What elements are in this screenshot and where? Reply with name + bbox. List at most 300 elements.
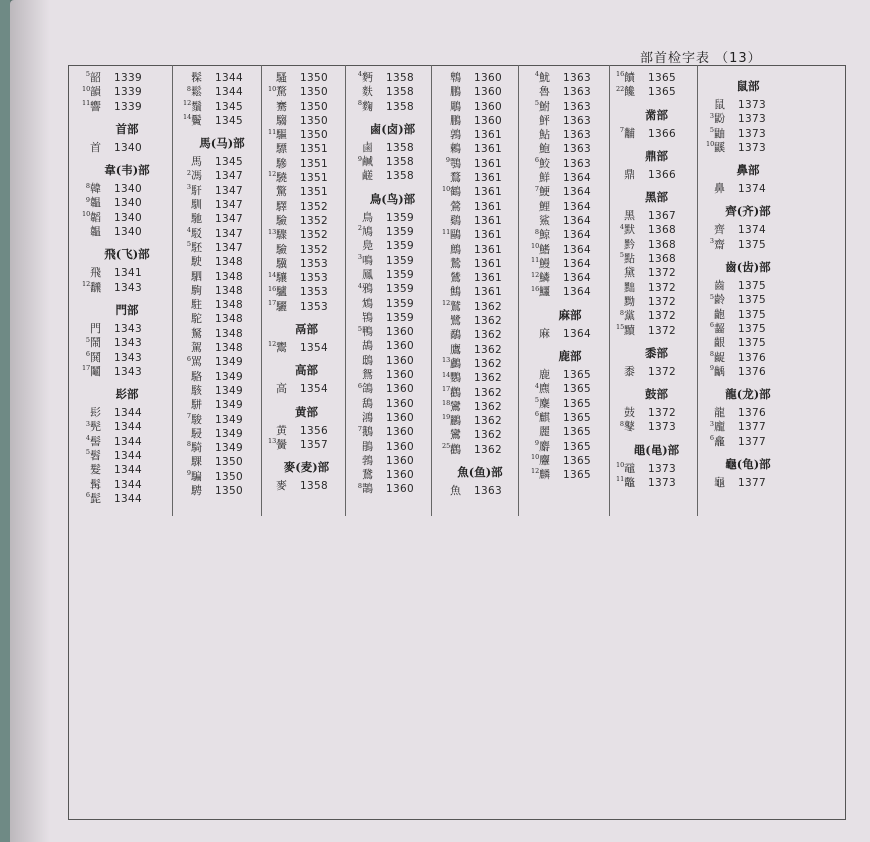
radical-section-heading: 鬲部 — [295, 322, 318, 337]
entry-character: 齡 — [714, 293, 725, 307]
entry-character: 韞 — [90, 225, 101, 239]
index-entry — [706, 182, 790, 196]
index-entry: 9鹹 1358 — [357, 154, 414, 169]
entry-page-number: 1364 — [563, 172, 591, 185]
entry-character: 麞 — [539, 453, 550, 467]
entry-character: 鵬 — [450, 113, 461, 127]
radical-section-heading: 馬(马)部 — [199, 136, 245, 151]
index-entry — [616, 266, 697, 280]
entry-page-number: 1365 — [563, 383, 591, 396]
index-column-3 — [262, 65, 346, 516]
entry-character: 駕 — [191, 341, 202, 355]
index-entry: 14鸚 1362 — [442, 370, 502, 385]
entry-character: 鬆 — [191, 85, 202, 99]
entry-page-number: 1372 — [648, 324, 676, 337]
radical-section-heading: 髟部 — [115, 387, 139, 402]
entry-character: 髫 — [90, 449, 101, 463]
entry-character: 鵓 — [362, 453, 373, 467]
entry-page-number: 1361 — [474, 157, 502, 170]
entry-page-number: 1347 — [215, 241, 243, 254]
radical-section-heading: 門部 — [115, 302, 139, 317]
entry-page-number: 1373 — [738, 141, 766, 154]
entry-character: 騁 — [191, 484, 202, 498]
entry-character: 馮 — [191, 169, 202, 183]
entry-character: 驟 — [276, 228, 287, 242]
entry-page-number: 1351 — [300, 186, 328, 199]
page-gutter-shadow — [10, 0, 50, 842]
index-entry: 9騙 1350 — [186, 469, 243, 483]
index-entry: 9韞 1340 — [85, 195, 142, 210]
entry-character: 齒 — [714, 279, 725, 293]
page-header: 部首检字表 （13） — [640, 51, 762, 66]
entry-page-number: 1361 — [474, 243, 502, 256]
entry-page-number: 1365 — [563, 411, 591, 424]
entry-page-number: 1349 — [215, 399, 243, 412]
entry-page-number: 1377 — [738, 421, 766, 434]
entry-character: 黍 — [624, 364, 635, 378]
entry-page-number: 1363 — [563, 86, 591, 99]
entry-page-number: 1365 — [563, 469, 591, 482]
entry-character: 髮 — [90, 463, 101, 477]
entry-page-number: 1365 — [563, 369, 591, 382]
index-entry — [183, 284, 261, 298]
entry-page-number: 1352 — [300, 243, 328, 256]
entry-character: 鹵 — [362, 140, 373, 154]
index-entry — [706, 279, 790, 293]
entry-character: 鴉 — [362, 282, 373, 296]
entry-page-number: 1364 — [563, 327, 591, 340]
radical-section-heading: 鹵(卤)部 — [369, 121, 416, 136]
entry-page-number: 1361 — [474, 186, 502, 199]
entry-page-number: 1362 — [474, 429, 502, 442]
entry-page-number: 1360 — [386, 326, 414, 339]
entry-character: 麒 — [539, 410, 550, 424]
radical-section-heading: 黑部 — [645, 190, 668, 205]
entry-page-number: 1362 — [474, 357, 502, 370]
entry-character: 騖 — [276, 85, 287, 99]
entry-character: 鶚 — [450, 156, 461, 170]
entry-page-number: 1361 — [474, 272, 502, 285]
entry-page-number: 1348 — [215, 299, 243, 312]
index-entry — [268, 243, 345, 257]
index-entry — [354, 311, 431, 325]
entry-character: 鹿 — [539, 368, 550, 382]
entry-character: 鴨 — [362, 325, 373, 339]
index-entry: 11響 1339 — [82, 98, 142, 113]
entry-page-number: 1343 — [114, 337, 142, 350]
index-entry: 10鰭 1364 — [531, 241, 591, 256]
index-entry — [442, 85, 518, 99]
index-entry — [531, 214, 609, 228]
index-entry: 8騎 1349 — [186, 440, 243, 455]
entry-character: 黼 — [624, 126, 635, 140]
index-entry — [268, 185, 345, 199]
entry-page-number: 1365 — [648, 86, 676, 99]
index-entry — [442, 257, 518, 271]
index-entry — [616, 295, 697, 309]
index-entry — [616, 281, 697, 295]
index-entry — [706, 308, 790, 322]
entry-character: 鸕 — [450, 356, 461, 370]
index-entry: 6麒 1365 — [534, 410, 591, 424]
entry-page-number: 1345 — [215, 156, 243, 169]
entry-page-number: 1364 — [563, 272, 591, 285]
entry-page-number: 1350 — [300, 114, 328, 127]
entry-page-number: 1348 — [215, 256, 243, 269]
index-entry — [354, 397, 431, 411]
entry-character: 駑 — [191, 326, 202, 340]
entry-page-number: 1362 — [474, 315, 502, 328]
index-entry: 12鬻 1354 — [268, 340, 328, 355]
entry-page-number: 1339 — [114, 100, 142, 113]
index-entry — [442, 200, 518, 214]
entry-character: 黜 — [624, 280, 635, 294]
entry-character: 馳 — [191, 212, 202, 226]
entry-character: 齲 — [714, 364, 725, 378]
index-entry: 12鷲 1362 — [442, 299, 502, 313]
entry-character: 韞 — [90, 196, 101, 210]
entry-character: 鼎 — [624, 167, 635, 181]
index-entry — [706, 336, 790, 350]
entry-character: 黌 — [276, 437, 287, 451]
entry-page-number: 1353 — [300, 286, 328, 299]
index-entry — [531, 85, 609, 99]
entry-page-number: 1359 — [386, 297, 414, 310]
entry-page-number: 1349 — [215, 384, 243, 397]
entry-page-number: 1373 — [738, 113, 766, 126]
entry-page-number: 1368 — [648, 224, 676, 237]
entry-page-number: 1364 — [563, 214, 591, 227]
index-entry: 3馯 1347 — [186, 183, 243, 197]
entry-page-number: 1360 — [386, 411, 414, 424]
index-entry — [616, 209, 697, 223]
index-entry: 8齪 1376 — [709, 349, 766, 364]
entry-page-number: 1365 — [563, 454, 591, 467]
index-entry — [183, 398, 261, 412]
entry-page-number: 1375 — [738, 322, 766, 335]
index-entry — [183, 427, 261, 441]
index-entry: 13鸕 1362 — [442, 356, 502, 370]
index-entry — [354, 368, 431, 382]
entry-character: 麃 — [539, 382, 550, 396]
entry-character: 鯊 — [539, 213, 550, 227]
entry-page-number: 1362 — [474, 415, 502, 428]
entry-character: 響 — [90, 99, 101, 113]
entry-page-number: 1368 — [648, 238, 676, 251]
index-entry: 7黼 1366 — [619, 125, 676, 140]
index-entry — [354, 468, 431, 482]
entry-page-number: 1344 — [114, 435, 142, 448]
index-entry — [442, 128, 518, 142]
entry-character: 髻 — [90, 434, 101, 448]
index-entry — [354, 141, 431, 155]
entry-character: 麻 — [539, 326, 550, 340]
entry-page-number: 1351 — [300, 157, 328, 170]
entry-page-number: 1347 — [215, 227, 243, 240]
radical-section-heading: 韋(韦)部 — [104, 163, 150, 178]
index-entry: 17鬮 1343 — [82, 364, 142, 378]
index-entry: 8鯨 1364 — [534, 227, 591, 242]
entry-character: 黔 — [624, 237, 635, 251]
entry-character: 鼈 — [624, 476, 635, 490]
entry-page-number: 1344 — [215, 72, 243, 84]
entry-character: 魷 — [539, 71, 550, 84]
entry-character: 鴆 — [362, 296, 373, 310]
index-entry — [268, 257, 345, 271]
entry-page-number: 1352 — [300, 229, 328, 242]
entry-page-number: 1360 — [474, 100, 502, 113]
entry-page-number: 1362 — [474, 386, 502, 399]
radical-section-heading: 鳥(鸟)部 — [369, 191, 416, 206]
entry-character: 鴇 — [362, 310, 373, 324]
index-entry: 4麃 1365 — [534, 381, 591, 396]
entry-character: 鳴 — [362, 253, 373, 267]
entry-page-number: 1348 — [215, 313, 243, 326]
entry-character: 麟 — [539, 468, 550, 482]
index-entry — [82, 141, 172, 155]
entry-character: 駓 — [191, 240, 202, 254]
index-entry — [183, 270, 261, 284]
entry-character: 馴 — [191, 198, 202, 212]
entry-page-number: 1353 — [300, 257, 328, 270]
entry-character: 騍 — [191, 455, 202, 469]
index-entry — [354, 85, 431, 99]
entry-page-number: 1366 — [648, 127, 676, 140]
entry-character: 髭 — [90, 491, 101, 505]
index-entry — [82, 463, 172, 477]
index-entry — [616, 168, 697, 182]
entry-character: 韻 — [90, 85, 101, 99]
index-entry: 19鸝 1362 — [442, 413, 502, 428]
index-entry — [183, 155, 261, 169]
index-entry: 8麴 1358 — [357, 98, 414, 113]
index-entry: 8黨 1372 — [619, 308, 676, 323]
entry-page-number: 1361 — [474, 143, 502, 156]
entry-character: 高 — [276, 382, 287, 396]
radical-section-heading: 龜(龟)部 — [725, 457, 771, 472]
entry-character: 鵬 — [450, 85, 461, 99]
entry-page-number: 1368 — [648, 253, 676, 266]
index-entry: 7鵝 1360 — [357, 424, 414, 439]
entry-character: 驪 — [276, 299, 287, 313]
entry-page-number: 1360 — [386, 426, 414, 439]
index-entry — [531, 200, 609, 214]
index-entry — [442, 484, 518, 498]
entry-page-number: 1360 — [474, 72, 502, 84]
index-entry — [183, 71, 261, 85]
entry-page-number: 1348 — [215, 270, 243, 283]
index-entry — [442, 314, 518, 328]
entry-character: 鼷 — [714, 140, 725, 154]
entry-page-number: 1347 — [215, 184, 243, 197]
entry-character: 麴 — [362, 99, 373, 113]
entry-page-number: 1339 — [114, 72, 142, 84]
entry-page-number: 1376 — [738, 407, 766, 420]
entry-page-number: 1351 — [300, 172, 328, 185]
entry-page-number: 1339 — [114, 86, 142, 99]
index-entry: 8鵲 1360 — [357, 481, 414, 496]
index-column-8 — [698, 65, 790, 516]
entry-character: 韓 — [90, 182, 101, 196]
index-entry — [616, 406, 697, 420]
entry-character: 鴟 — [362, 353, 373, 367]
entry-page-number: 1363 — [563, 72, 591, 84]
entry-character: 鶩 — [450, 171, 461, 185]
entry-character: 鼓 — [624, 406, 635, 420]
entry-character: 鬚 — [191, 99, 202, 113]
entry-page-number: 1358 — [386, 141, 414, 154]
entry-character: 黄 — [276, 423, 287, 437]
index-entry — [442, 100, 518, 114]
index-entry: 4魷 1363 — [534, 70, 591, 84]
index-entry: 3龐 1377 — [709, 419, 766, 434]
entry-page-number: 1372 — [648, 407, 676, 420]
radical-section-heading: 高部 — [295, 363, 318, 378]
entry-character: 鴛 — [362, 368, 373, 382]
entry-character: 驃 — [276, 142, 287, 156]
index-entry: 25鸛 1362 — [442, 442, 502, 456]
index-entry — [442, 71, 518, 85]
index-entry: 13驟 1352 — [268, 227, 328, 242]
entry-character: 鴣 — [362, 339, 373, 353]
entry-character: 黷 — [624, 323, 635, 337]
index-entry: 3鼢 1373 — [709, 111, 766, 126]
entry-character: 鷲 — [450, 299, 461, 313]
entry-page-number: 1362 — [474, 400, 502, 413]
entry-page-number: 1359 — [386, 211, 414, 224]
index-entry: 5髫 1344 — [85, 448, 142, 463]
entry-character: 駁 — [191, 226, 202, 240]
radical-section-heading: 齒(齿)部 — [725, 260, 771, 275]
entry-character: 鷥 — [450, 271, 461, 285]
index-entry: 10鶴 1361 — [442, 184, 502, 199]
entry-page-number: 1356 — [300, 424, 328, 437]
entry-page-number: 1360 — [386, 340, 414, 353]
index-entry — [442, 285, 518, 299]
entry-character: 鹺 — [362, 169, 373, 183]
entry-page-number: 1367 — [648, 210, 676, 223]
entry-character: 髟 — [90, 406, 101, 420]
index-entry — [442, 271, 518, 285]
entry-page-number: 1349 — [215, 442, 243, 455]
entry-page-number: 1348 — [215, 342, 243, 355]
index-entry: 10麞 1365 — [531, 453, 591, 467]
entry-character: 鼢 — [714, 112, 725, 126]
entry-character: 鯉 — [539, 199, 550, 213]
entry-character: 麩 — [362, 85, 373, 99]
index-entry: 4默 1368 — [619, 222, 676, 237]
entry-character: 鷓 — [450, 242, 461, 256]
entry-page-number: 1363 — [563, 129, 591, 142]
entry-page-number: 1372 — [648, 267, 676, 280]
index-entry: 4髻 1344 — [85, 434, 142, 448]
entry-page-number: 1365 — [563, 397, 591, 410]
entry-page-number: 1375 — [738, 280, 766, 293]
entry-character: 龍 — [714, 406, 725, 420]
index-entry — [531, 171, 609, 185]
entry-page-number: 1362 — [474, 443, 502, 456]
entry-page-number: 1349 — [215, 356, 243, 369]
index-entry: 3齋 1375 — [709, 237, 766, 251]
index-entry: 18鸞 1362 — [442, 399, 502, 413]
entry-page-number: 1364 — [563, 257, 591, 270]
entry-character: 默 — [624, 223, 635, 237]
entry-character: 鸛 — [450, 442, 461, 456]
entry-character: 鰻 — [539, 256, 550, 270]
entry-page-number: 1340 — [114, 141, 142, 154]
entry-page-number: 1350 — [215, 470, 243, 483]
entry-character: 齪 — [714, 350, 725, 364]
entry-character: 驛 — [276, 199, 287, 213]
index-entry: 7鯁 1364 — [534, 184, 591, 199]
index-entry — [268, 114, 345, 128]
entry-page-number: 1358 — [386, 86, 414, 99]
index-entry — [82, 406, 172, 420]
index-entry — [183, 327, 261, 341]
entry-character: 鶴 — [450, 185, 461, 199]
index-entry — [183, 255, 261, 269]
index-entry — [183, 384, 261, 398]
entry-page-number: 1374 — [738, 183, 766, 196]
entry-page-number: 1372 — [648, 281, 676, 294]
index-entry: 9麝 1365 — [534, 438, 591, 453]
entry-page-number: 1360 — [386, 383, 414, 396]
index-entry — [442, 428, 518, 442]
entry-page-number: 1375 — [738, 337, 766, 350]
entry-character: 門 — [90, 321, 101, 335]
index-entry: 12飜 1343 — [82, 280, 142, 294]
entry-page-number: 1372 — [648, 365, 676, 378]
index-column-4 — [346, 65, 432, 516]
entry-character: 驢 — [276, 285, 287, 299]
radical-section-heading: 黄部 — [295, 404, 318, 419]
entry-page-number: 1340 — [114, 226, 142, 239]
entry-page-number: 1350 — [215, 485, 243, 498]
entry-page-number: 1362 — [474, 329, 502, 342]
entry-page-number: 1361 — [474, 172, 502, 185]
entry-page-number: 1363 — [563, 114, 591, 127]
entry-page-number: 1364 — [563, 286, 591, 299]
index-entry — [82, 266, 172, 280]
entry-character: 駒 — [191, 283, 202, 297]
index-entry — [442, 142, 518, 156]
index-column-5 — [432, 65, 519, 516]
entry-page-number: 1377 — [738, 477, 766, 490]
index-entry: 4麪 1358 — [357, 70, 414, 84]
index-entry — [442, 214, 518, 228]
index-entry: 11鰻 1364 — [531, 256, 591, 270]
entry-page-number: 1359 — [386, 240, 414, 253]
index-entry — [354, 440, 431, 454]
index-entry: 10騖 1350 — [268, 84, 328, 99]
entry-page-number: 1343 — [114, 365, 142, 378]
index-entry: 16驢 1353 — [268, 284, 328, 299]
index-entry — [354, 411, 431, 425]
entry-character: 髯 — [90, 477, 101, 491]
index-entry: 6鬨 1343 — [85, 349, 142, 364]
entry-page-number: 1375 — [738, 238, 766, 251]
entry-character: 驥 — [276, 256, 287, 270]
index-entry: 12鱗 1364 — [531, 270, 591, 285]
entry-page-number: 1350 — [300, 86, 328, 99]
entry-page-number: 1358 — [386, 170, 414, 183]
index-entry — [442, 243, 518, 257]
index-entry: 17驪 1353 — [268, 299, 328, 313]
entry-page-number: 1364 — [563, 229, 591, 242]
index-entry: 17鸛 1362 — [442, 384, 502, 399]
index-entry: 7駿 1349 — [186, 411, 243, 426]
entry-character: 鮫 — [539, 156, 550, 170]
